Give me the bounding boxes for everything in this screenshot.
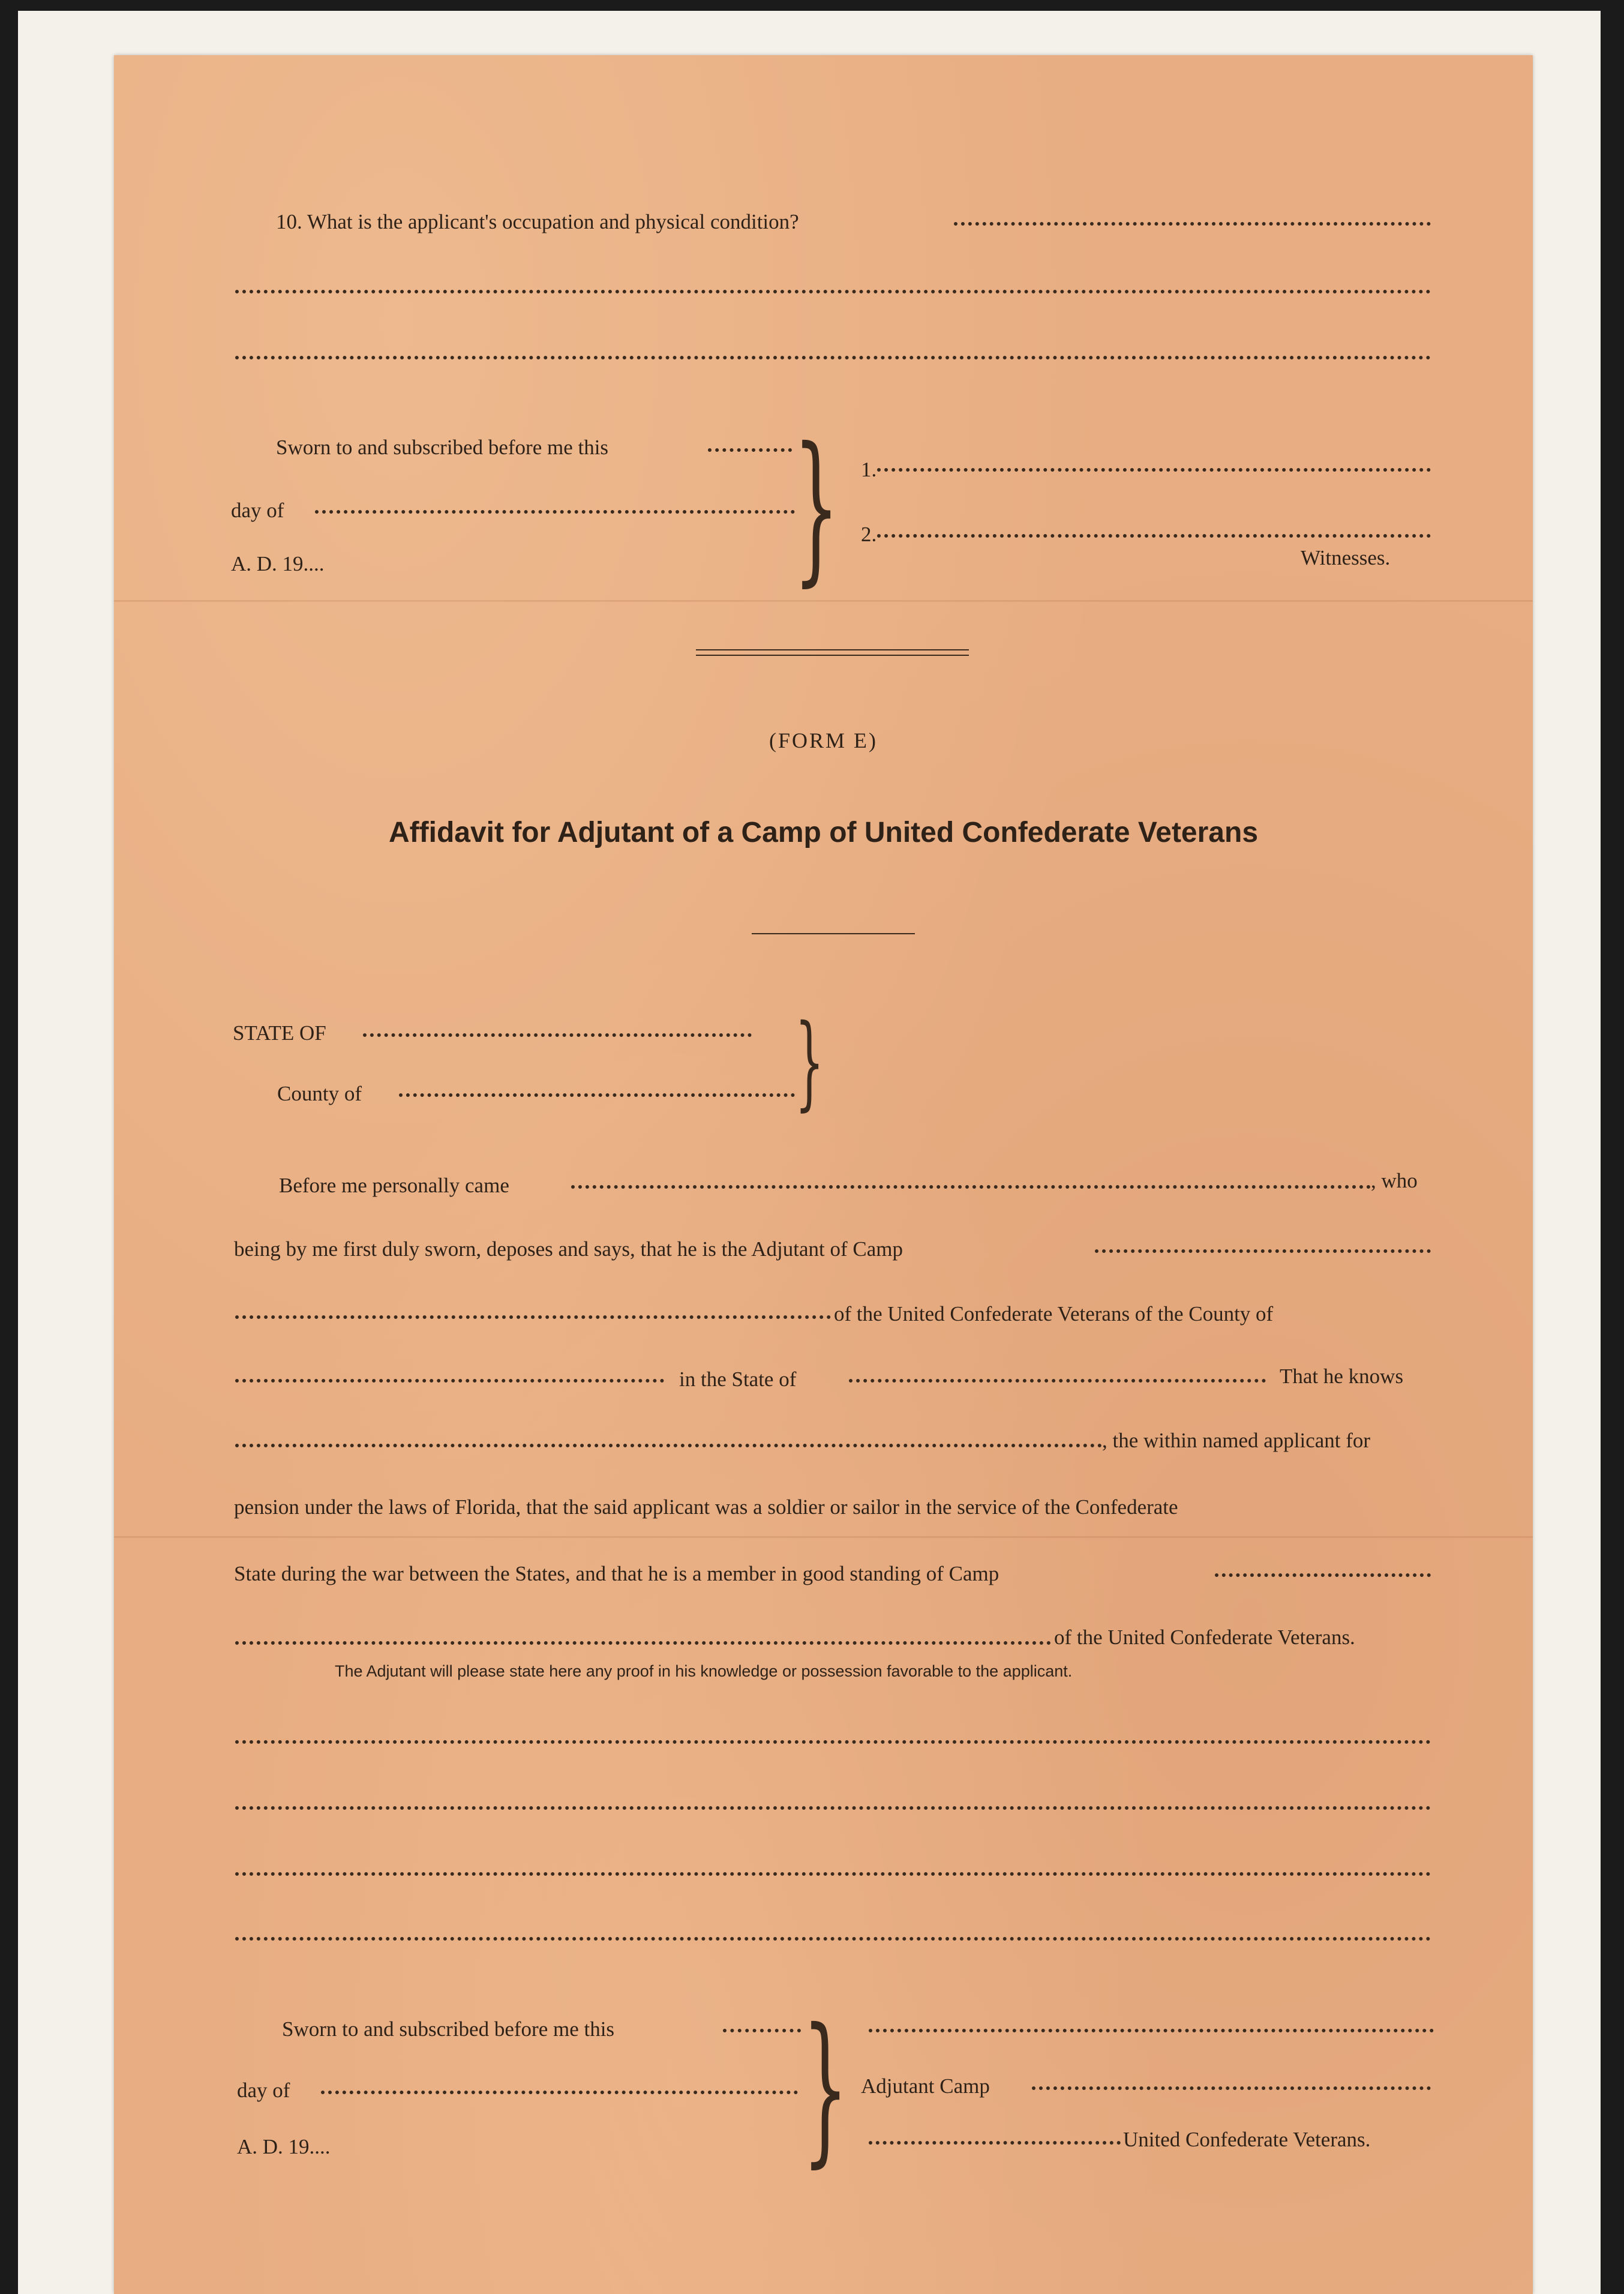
bracket: } <box>795 1003 824 1121</box>
ucv-label: United Confederate Veterans. <box>1123 2128 1371 2151</box>
title-underline <box>752 933 915 934</box>
answer-line[interactable] <box>235 356 1431 359</box>
witness-1-line[interactable] <box>877 468 1431 472</box>
body-line-6: pension under the laws of Florida, that the said applicant was a soldier or sailor in the service of the Confederate <box>234 1495 1178 1519</box>
state-label: STATE OF <box>233 1021 326 1045</box>
body-line-4-end: That he knows <box>1280 1365 1404 1388</box>
divider-rule <box>696 655 969 656</box>
year-label: A. D. 19.... <box>237 2135 331 2158</box>
form-label: (FORM E) <box>769 728 878 752</box>
scan-border-right <box>1601 0 1624 2294</box>
proof-line[interactable] <box>235 1740 1431 1744</box>
day-of-label: day of <box>231 499 284 522</box>
year-label: A. D. 19.... <box>231 552 325 575</box>
body-line-4: in the State of <box>679 1368 797 1391</box>
answer-line[interactable] <box>235 290 1431 293</box>
witnesses-label: Witnesses. <box>1301 546 1391 569</box>
bracket: } <box>802 1993 849 2182</box>
proof-line[interactable] <box>235 1872 1431 1876</box>
camp-line-cont[interactable] <box>235 1315 831 1319</box>
adjutant-camp-label: Adjutant Camp <box>861 2074 990 2098</box>
witness-2-number: 2. <box>861 523 877 546</box>
body-line-1: Before me personally came <box>279 1174 509 1197</box>
day-line[interactable] <box>723 2029 801 2032</box>
adjutant-camp-line[interactable] <box>1032 2086 1431 2090</box>
month-line[interactable] <box>315 510 795 514</box>
witness-1-number: 1. <box>861 458 877 481</box>
day-of-label: day of <box>237 2079 290 2102</box>
bracket: } <box>793 412 840 601</box>
question-10: 10. What is the applicant's occupation and physical condition? <box>276 210 799 233</box>
answer-line[interactable] <box>954 222 1431 226</box>
body-line-2: being by me first duly sworn, deposes and says, that he is the Adjutant of Camp <box>234 1237 903 1261</box>
sworn-text: Sworn to and subscribed before me this <box>282 2017 615 2041</box>
scan-border-top <box>0 0 1624 11</box>
adjutant-note: The Adjutant will please state here any proof in his knowledge or possession favorable to the applicant. <box>335 1662 1073 1680</box>
ucv-camp-line[interactable] <box>869 2141 1121 2145</box>
scan-border-left <box>0 0 18 2294</box>
camp-line-2-cont[interactable] <box>235 1641 1051 1645</box>
witness-2-line[interactable] <box>877 534 1431 538</box>
fold-crease <box>114 1536 1533 1538</box>
page-title: Affidavit for Adjutant of a Camp of United Confederate Veterans <box>388 817 1259 848</box>
body-line-3: of the United Confederate Veterans of the County of <box>834 1302 1274 1326</box>
month-line[interactable] <box>321 2091 798 2094</box>
proof-line[interactable] <box>235 1937 1431 1941</box>
camp-line[interactable] <box>1095 1249 1431 1253</box>
body-line-8: of the United Confederate Veterans. <box>1054 1626 1355 1649</box>
deponent-name-line[interactable] <box>571 1185 1371 1189</box>
signature-line[interactable] <box>869 2029 1434 2032</box>
state-name-line[interactable] <box>849 1379 1266 1383</box>
proof-line[interactable] <box>235 1806 1431 1810</box>
day-line[interactable] <box>708 448 792 452</box>
applicant-name-line[interactable] <box>235 1444 1102 1447</box>
divider-rule <box>696 649 969 650</box>
county-name-line[interactable] <box>235 1379 664 1383</box>
county-line[interactable] <box>399 1093 795 1097</box>
camp-line-2[interactable] <box>1215 1573 1431 1577</box>
sworn-text: Sworn to and subscribed before me this <box>276 436 609 459</box>
state-line[interactable] <box>363 1033 752 1037</box>
body-line-5: , the within named applicant for <box>1102 1429 1371 1452</box>
body-line-1-end: , who <box>1371 1169 1418 1192</box>
body-line-7: State during the war between the States, and that he is a member in good standing of Camp <box>234 1562 999 1585</box>
county-label: County of <box>277 1082 362 1105</box>
